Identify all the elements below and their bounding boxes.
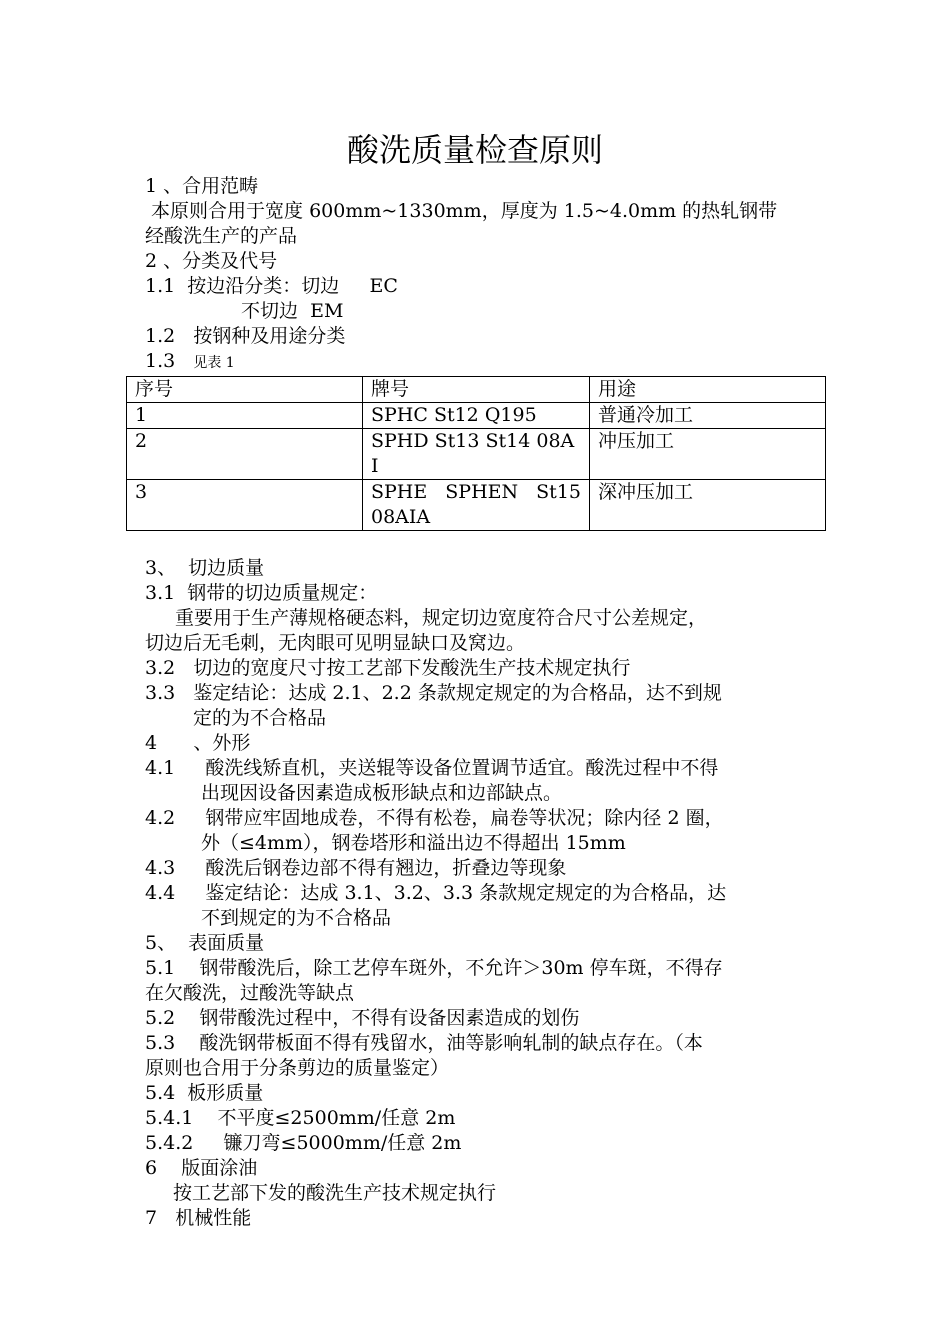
clause-4-2-line-1: 4.2 钢带应牢固地成卷，不得有松卷，扁卷等状况；除内径 2 圈，	[145, 807, 724, 829]
table-cell: 1	[127, 403, 363, 429]
clause-4-4-line-1: 4.4 鉴定结论：达成 3.1、3.2、3.3 条款规定规定的为合格品，达	[145, 882, 727, 904]
table-header-cell: 序号	[127, 377, 363, 403]
section-3-heading: 3、 切边质量	[145, 557, 265, 579]
table-cell: 2	[127, 429, 363, 480]
clause-1-2: 1.2 按钢种及用途分类	[145, 325, 346, 347]
clause-3-3-line-1: 3.3 鉴定结论：达成 2.1、2.2 条款规定规定的为合格品，达不到规	[145, 682, 722, 704]
clause-1-3-note: 见表 1	[193, 355, 235, 371]
clause-4-2-line-2: 外（≤4mm），钢卷塔形和溢出边不得超出 15mm	[201, 832, 626, 854]
section-1-heading: 1 、合用范畴	[145, 175, 259, 197]
document-title: 酸洗质量检查原则	[346, 131, 603, 169]
section-6-heading: 6 版面涂油	[145, 1157, 258, 1179]
section-1-line-1: 本原则合用于宽度 600mm~1330mm，厚度为 1.5~4.0mm 的热轧钢带	[145, 200, 778, 222]
section-6-text: 按工艺部下发的酸洗生产技术规定执行	[173, 1182, 497, 1204]
section-5-heading: 5、 表面质量	[145, 932, 265, 954]
table-cell: 3	[127, 480, 363, 531]
table-row	[127, 429, 826, 480]
document-body	[135, 174, 810, 1231]
table-cell: 普通冷加工	[590, 403, 826, 429]
section-1-line-2: 经酸洗生产的产品	[145, 225, 298, 247]
clause-5-4: 5.4 板形质量	[145, 1082, 264, 1104]
section-7-heading: 7 机械性能	[145, 1207, 252, 1229]
table-cell: SPHC St12 Q195	[363, 403, 590, 429]
clause-1-1-continued: 不切边 EM	[241, 300, 344, 322]
clause-4-4-line-2: 不到规定的为不合格品	[201, 907, 392, 929]
clause-5-4-1: 5.4.1 不平度≤2500mm/任意 2m	[145, 1107, 456, 1129]
section-4-heading: 4 、外形	[145, 732, 251, 754]
clause-1-3-number: 1.3	[145, 350, 194, 372]
table-cell: 深冲压加工	[590, 480, 826, 531]
clause-3-1-text-line-2: 切边后无毛刺，无肉眼可见明显缺口及窝边。	[145, 632, 526, 654]
clause-1-1: 1.1 按边沿分类：切边 EC	[145, 275, 398, 297]
clause-5-4-2: 5.4.2 镰刀弯≤5000mm/任意 2m	[145, 1132, 462, 1154]
clause-5-1-line-2: 在欠酸洗，过酸洗等缺点	[145, 982, 355, 1004]
steel-grade-table	[126, 376, 826, 531]
table-cell	[363, 480, 590, 531]
clause-3-1: 3.1 钢带的切边质量规定：	[145, 582, 378, 604]
clause-4-1-line-1: 4.1 酸洗线矫直机，夹送辊等设备位置调节适宜。酸洗过程中不得	[145, 757, 719, 779]
clause-5-3-line-1: 5.3 酸洗钢带板面不得有残留水，油等影响轧制的缺点存在。（本	[145, 1032, 703, 1054]
table-cell-line: SPHE SPHEN St15	[371, 481, 581, 503]
clause-1-3	[145, 349, 810, 376]
table-cell: SPHD St13 St14 08AI	[363, 429, 590, 480]
clause-5-1-line-1: 5.1 钢带酸洗后，除工艺停车斑外，不允许＞30m 停车斑，不得存	[145, 957, 723, 979]
clause-5-3-line-2: 原则也合用于分条剪边的质量鉴定）	[145, 1057, 450, 1079]
table-cell-line: 08AIA	[371, 506, 431, 528]
clause-3-1-text-line-1: 重要用于生产薄规格硬态料，规定切边宽度符合尺寸公差规定，	[175, 607, 708, 629]
clause-3-3-line-2: 定的为不合格品	[193, 707, 327, 729]
table-header-row	[127, 377, 826, 403]
table-cell: 冲压加工	[590, 429, 826, 480]
table-header-cell: 牌号	[363, 377, 590, 403]
table-row	[127, 403, 826, 429]
clause-5-2: 5.2 钢带酸洗过程中，不得有设备因素造成的划伤	[145, 1007, 580, 1029]
table-row	[127, 480, 826, 531]
clause-4-3: 4.3 酸洗后钢卷边部不得有翘边，折叠边等现象	[145, 857, 567, 879]
clause-4-1-line-2: 出现因设备因素造成板形缺点和边部缺点。	[201, 782, 563, 804]
clause-3-2: 3.2 切边的宽度尺寸按工艺部下发酸洗生产技术规定执行	[145, 657, 631, 679]
table-header-cell: 用途	[590, 377, 826, 403]
section-2-heading: 2 、分类及代号	[145, 250, 278, 272]
